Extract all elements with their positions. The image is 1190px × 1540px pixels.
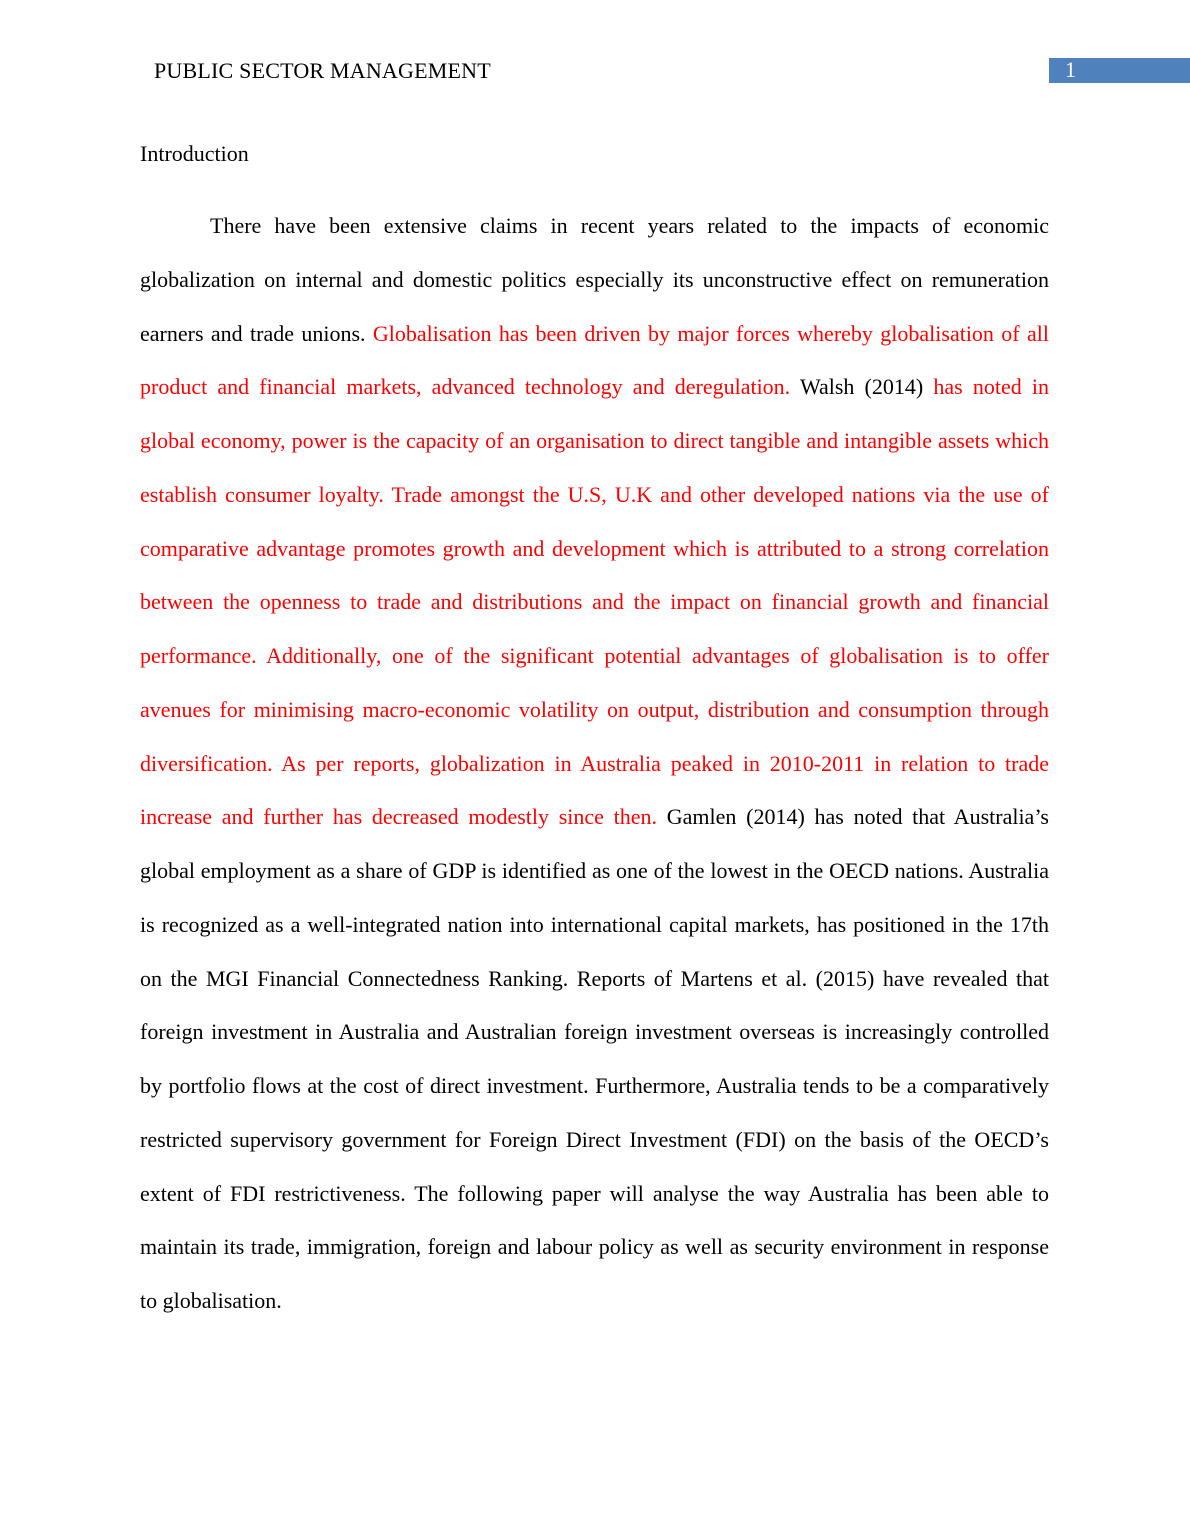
- section-heading: Introduction: [140, 141, 249, 166]
- highlighted-segment: has noted in global economy, power is the capacity of an organisation to direct tangible and intangible assets which establish consumer loyalty. Trade amongst the U.S, U.K and other developed nations via the use of comparative advantage promotes growth and development which is attributed to a strong correlation between the openness to trade and distributions and the impact on financial growth and financial performance. Additionally, one of the significant potential advantages of globalisation is to offer avenues for minimising macro-economic volatility on output, distribution and consumption through diversification. As per reports, globalization in Australia peaked in 2010-2011 in relation to trade increase and further has decreased modestly since then.: [140, 374, 1049, 830]
- page-number-badge: [1049, 58, 1190, 83]
- paragraph-segment: Walsh (2014): [790, 374, 934, 400]
- body-paragraph: [140, 199, 1049, 1328]
- running-head: PUBLIC SECTOR MANAGEMENT: [154, 58, 491, 83]
- page-number: 1: [1065, 57, 1076, 82]
- highlighted-segment: Globalisation has been driven by major forces whereby globalisation of all product and financial markets, advanced technology and deregulation.: [140, 320, 1049, 400]
- paragraph-segment: Gamlen (2014) has noted that Australia’s global employment as a share of GDP is identified as one of the lowest in the OECD nations. Australia is recognized as a well-integrated nation into international capital markets, has positioned in the 17th on the MGI Financial Connectedness Ranking. Reports of Martens et al. (2015) have revealed that foreign investment in Australia and Australian foreign investment overseas is increasingly controlled by portfolio flows at the cost of direct investment. Furthermore, Australia tends to be a comparatively restricted supervisory government for Foreign Direct Investment (FDI) on the basis of the OECD’s extent of FDI restrictiveness. The following paper will analyse the way Australia has been able to maintain its trade, immigration, foreign and labour policy as well as security environment in response to globalisation.: [140, 804, 1049, 1313]
- paragraph-segment: There have been extensive claims in recent years related to the impacts of economic globalization on internal and domestic politics especially its unconstructive effect on remuneration earners and trade unions.: [140, 213, 1049, 346]
